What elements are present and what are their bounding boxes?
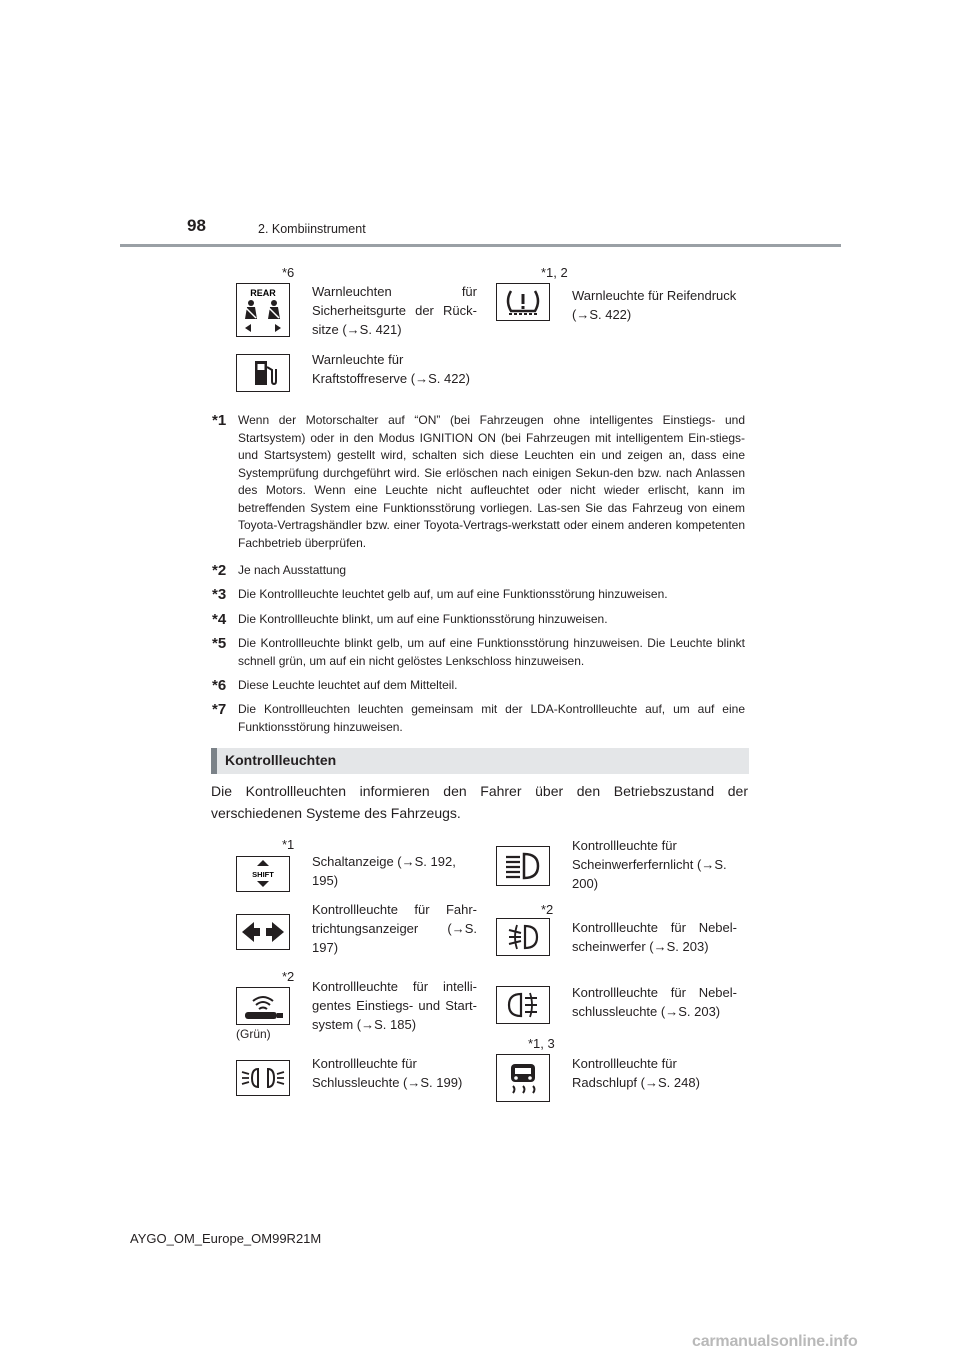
chapter-title: 2. Kombiinstrument [258,222,366,236]
front-fog-icon [496,918,550,956]
rear-fog-text: Kontrollleuchte für Nebel-schlussleuchte (→S. 203) [572,985,737,1019]
document-code: AYGO_OM_Europe_OM99R21M [130,1231,322,1246]
slip-indicator-icon [496,1054,550,1102]
section-title: Kontrollleuchten [225,752,337,768]
footnote-6 [212,677,745,695]
icon-caption: (Grün) [236,1027,271,1041]
fuel-pump-icon [236,354,290,392]
shift-indicator-icon [236,856,290,892]
footnote-marker: *2 [212,562,227,579]
tail-light-text: Kontrollleuchte für Schlussleuchte (→S. 199) [312,1056,463,1090]
high-beam-text: Kontrollleuchte für Scheinwerferfernlicht (→S. 200) [572,838,727,891]
front-fog-text: Kontrollleuchte für Nebel-scheinwerfer (→S. 203) [572,920,737,954]
footnote-text: Diese Leuchte leuchtet auf dem Mittelteil. [238,678,458,692]
footnote-1 [212,412,745,552]
footnote-7 [212,701,745,736]
rear-fog-icon [496,986,550,1024]
svg-text:REAR: REAR [250,288,276,298]
footnote-text: Je nach Ausstattung [238,563,347,577]
smart-key-icon [236,987,290,1025]
footnote-text: Wenn der Motorschalter auf “ON” (bei Fahrzeugen ohne intelligentes Einstiegs- und Startsystem) oder in den Modus IGNITION ON (bei Fahrzeugen mit intelligentem Ein-stiegs- und Startsystem) gestellt wird, schalten sich diese Leuchten ein und zeigen an, dass eine Systemprüfung durchgeführt wird. Sie erlöschen nach einigen Sekun-den bzw. nach Anlassen des Motors. Wenn eine Leuchte nicht aufleuchtet oder nicht wieder erlischt, kann im betreffenden System eine Funktionsstörung vorliegen. Las-sen Sie das Fahrzeug von einem Toyota-Vertragshändler bzw. einer Toyota-Vertrags-werkstatt oder einem anderen kompetenten Fachbetrieb überprüfen. [238,413,745,550]
section-accent-bar [211,748,217,774]
rear-seatbelt-text: Warnleuchten für Sicherheitsgurte der Rück-sitze (→S. 421) [312,284,477,337]
footnote-marker: *6 [212,677,227,694]
watermark: carmanualsonline.info [692,1333,858,1350]
smart-key-text: Kontrollleuchte für intelli-gentes Einstiegs- und Start-system (→S. 185) [312,979,477,1032]
footnote-marker: *6 [282,265,295,280]
footnote-marker: *1, 3 [528,1036,555,1051]
turn-signal-text: Kontrollleuchte für Fahr-trichtungsanzeiger (→S. 197) [312,902,477,955]
rear-seatbelt-icon [236,283,290,337]
tire-pressure-text: Warnleuchte für Reifendruck (→S. 422) [572,288,737,322]
section-intro: Die Kontrollleuchten informieren den Fahrer über den Betriebszustand der verschiedenen Systeme des Fahrzeugs. [211,783,748,821]
footnote-text: Die Kontrollleuchte blinkt gelb, um auf eine Funktionsstörung hinzuweisen. Die Leuchte blinkt schnell grün, um auf ein nicht gelöstes Lenkschloss hinzuweisen. [238,636,745,668]
footnote-5 [212,635,745,670]
footnote-marker: *5 [212,635,227,652]
turn-signal-icon [236,914,290,950]
footnote-text: Die Kontrollleuchte blinkt, um auf eine Funktionsstörung hinzuweisen. [238,612,608,626]
footnote-marker: *2 [541,902,554,917]
footnote-marker: *1 [282,837,295,852]
high-beam-icon [496,846,550,886]
footnote-marker: *1 [212,412,227,429]
footnote-marker: *7 [212,701,227,718]
wheel-slip-text: Kontrollleuchte für Radschlupf (→S. 248) [572,1056,700,1090]
page-number: 98 [187,216,206,235]
footnote-marker: *2 [282,969,295,984]
shift-icon-label: SHIFT [252,870,274,879]
footnote-marker: *4 [212,611,227,628]
fuel-reserve-text: Warnleuchte für Kraftstoffreserve (→S. 422) [312,352,470,386]
footnote-text: Die Kontrollleuchten leuchten gemeinsam mit der LDA-Kontrollleuchte auf, um auf eine Funktionsstörung hinzuweisen. [238,702,745,734]
tail-light-icon [236,1060,290,1096]
footnote-2 [212,562,745,580]
footnote-text: Die Kontrollleuchte leuchtet gelb auf, um auf eine Funktionsstörung hinzuweisen. [238,587,668,601]
shift-indicator-text: Schaltanzeige (→S. 192, 195) [312,854,456,888]
header-rule [120,244,841,247]
footnote-4 [212,611,745,629]
section-heading [211,748,749,774]
footnote-3 [212,586,745,604]
footnote-marker: *1, 2 [541,265,568,280]
tire-pressure-icon [496,283,550,321]
footnote-marker: *3 [212,586,227,603]
